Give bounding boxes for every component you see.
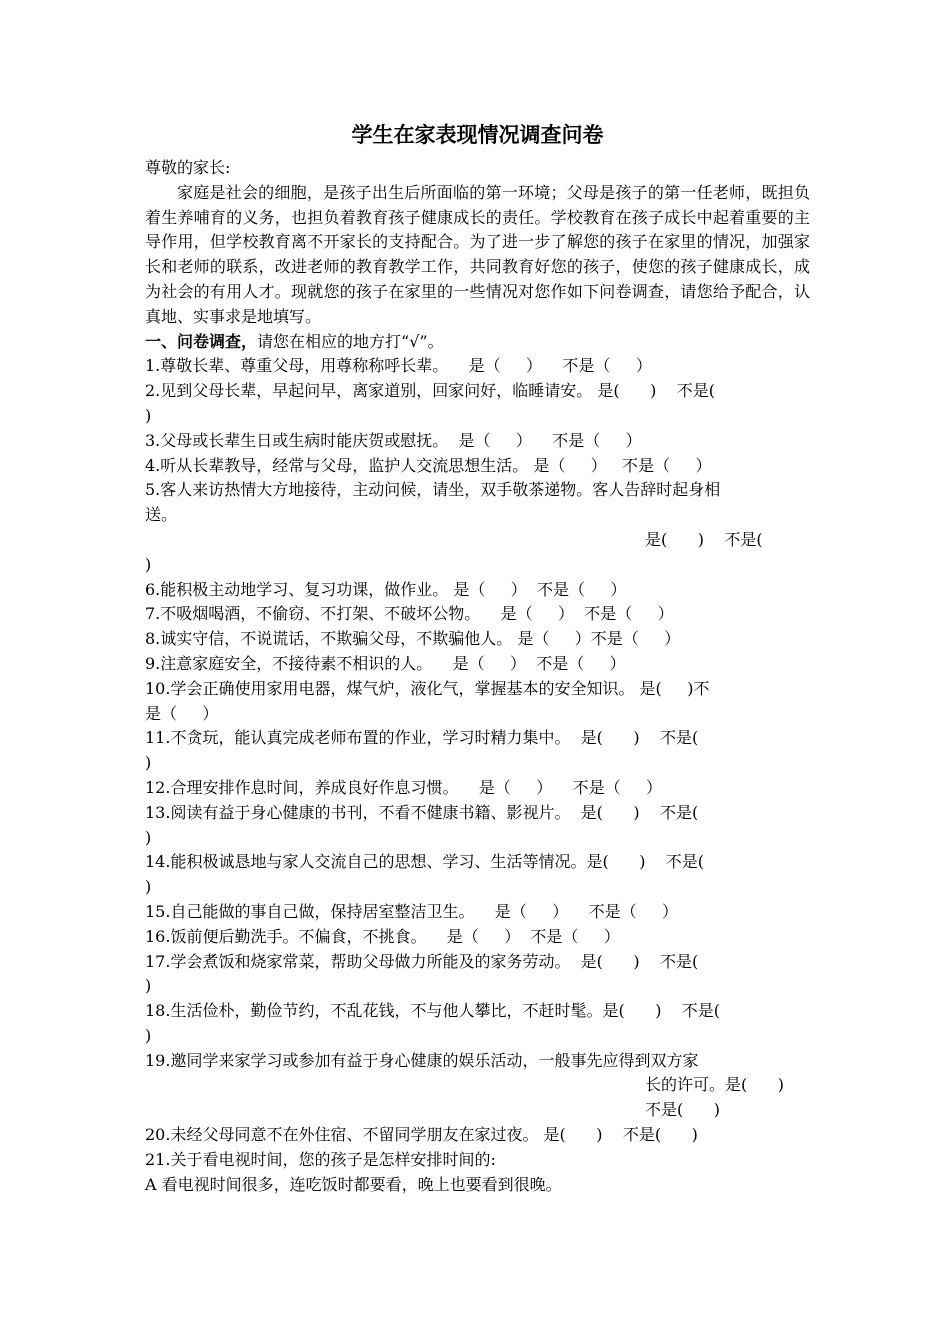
question-line: 7.不吸烟喝酒，不偷窃、不打架、不破坏公物。 是（ ） 不是（ ） — [145, 604, 674, 624]
question-line: 14.能积极诚恳地与家人交流自己的思想、学习、生活等情况。是( ) 不是( — [145, 852, 705, 872]
question-line: 1.尊敬长辈、尊重父母，用尊称称呼长辈。 是（ ） 不是（ ） — [145, 356, 652, 376]
question-line: 20.未经父母同意不在外住宿、不留同学朋友在家过夜。 是( ) 不是( ) — [145, 1125, 698, 1145]
question-line: 21.关于看电视时间，您的孩子是怎样安排时间的: — [145, 1149, 496, 1169]
question-line: 4.听从长辈教导，经常与父母，监护人交流思想生活。 是（ ） 不是（ ） — [145, 455, 712, 475]
question-line: ) — [145, 877, 152, 897]
question-line: 16.饭前便后勤洗手。不偏食，不挑食。 是（ ） 不是（ ） — [145, 926, 620, 946]
question-line: A 看电视时间很多，连吃饭时都要看，晚上也要看到很晚。 — [145, 1174, 562, 1194]
section-heading — [145, 330, 810, 355]
question-line: 17.学会煮饭和烧家常菜，帮助父母做力所能及的家务劳动。 是( ) 不是( — [145, 951, 699, 971]
question-line: ) — [145, 405, 152, 425]
question-line: 3.父母或长辈生日或生病时能庆贺或慰抚。 是（ ） 不是（ ） — [145, 430, 642, 450]
question-line: 是（ ） — [145, 703, 219, 723]
question-line: ) — [145, 976, 152, 996]
question-line: 5.客人来访热情大方地接待，主动问候，请坐，双手敬茶递物。客人告辞时起身相 — [145, 480, 721, 500]
question-line: ) — [145, 1025, 152, 1045]
questionnaire-page — [145, 120, 810, 1197]
question-line: ) — [145, 554, 152, 574]
question-line: ) — [145, 753, 152, 773]
question-line: 18.生活俭朴，勤俭节约，不乱花钱，不与他人攀比，不赶时髦。是( ) 不是( — [145, 1001, 721, 1021]
question-answer: 不是( ) — [645, 1100, 721, 1120]
question-line: 9.注意家庭安全，不接待素不相识的人。 是（ ） 不是（ ） — [145, 653, 626, 673]
question-line: 11.不贪玩，能认真完成老师布置的作业，学习时精力集中。 是( ) 不是( — [145, 728, 699, 748]
question-answer: 是( ) 不是( — [645, 529, 763, 549]
question-line: 12.合理安排作息时间，养成良好作息习惯。 是（ ） 不是（ ） — [145, 777, 662, 797]
question-line: 送。 — [145, 505, 178, 525]
section-title: 一、问卷调查， — [145, 331, 258, 351]
question-line: 10.学会正确使用家用电器，煤气炉，液化气，掌握基本的安全知识。 是( )不 — [145, 678, 710, 698]
section-note: 请您在相应的地方打“√”。 — [257, 331, 444, 351]
question-line: 13.阅读有益于身心健康的书刊，不看不健康书籍、影视片。 是( ) 不是( — [145, 802, 699, 822]
question-line: ) — [145, 827, 152, 847]
intro-paragraph: 家庭是社会的细胞，是孩子出生后所面临的第一环境；父母是孩子的第一任老师，既担负着生养哺育的义务，也担负着教育孩子健康成长的责任。学校教育在孩子成长中起着重要的主导作用，但学校教育离不开家长的支持配合。为了进一步了解您的孩子在家里的情况，加强家长和老师的联系，改进老师的教育教学工作，共同教育好您的孩子，使您的孩子健康成长，成为社会的有用人才。现就您的孩子在家里的一些情况对您作如下问卷调查，请您给予配合，认真地、实事求是地填写。 — [145, 182, 810, 326]
question-line: 2.见到父母长辈，早起问早，离家道别，回家问好，临睡请安。 是( ) 不是( — [145, 381, 715, 401]
question-line: 19.邀同学来家学习或参加有益于身心健康的娱乐活动，一般事先应得到双方家 — [145, 1050, 699, 1070]
question-answer: 长的许可。是( ) — [645, 1075, 785, 1095]
page-title: 学生在家表现情况调查问卷 — [351, 122, 604, 147]
greeting: 尊敬的家长: — [145, 158, 231, 177]
question-line: 6.能积极主动地学习、复习功课，做作业。 是（ ） 不是（ ） — [145, 579, 627, 599]
question-line: 8.诚实守信，不说谎话，不欺骗父母，不欺骗他人。 是（ ）不是（ ） — [145, 629, 681, 649]
question-line: 15.自己能做的事自己做，保持居室整洁卫生。 是（ ） 不是（ ） — [145, 901, 678, 921]
